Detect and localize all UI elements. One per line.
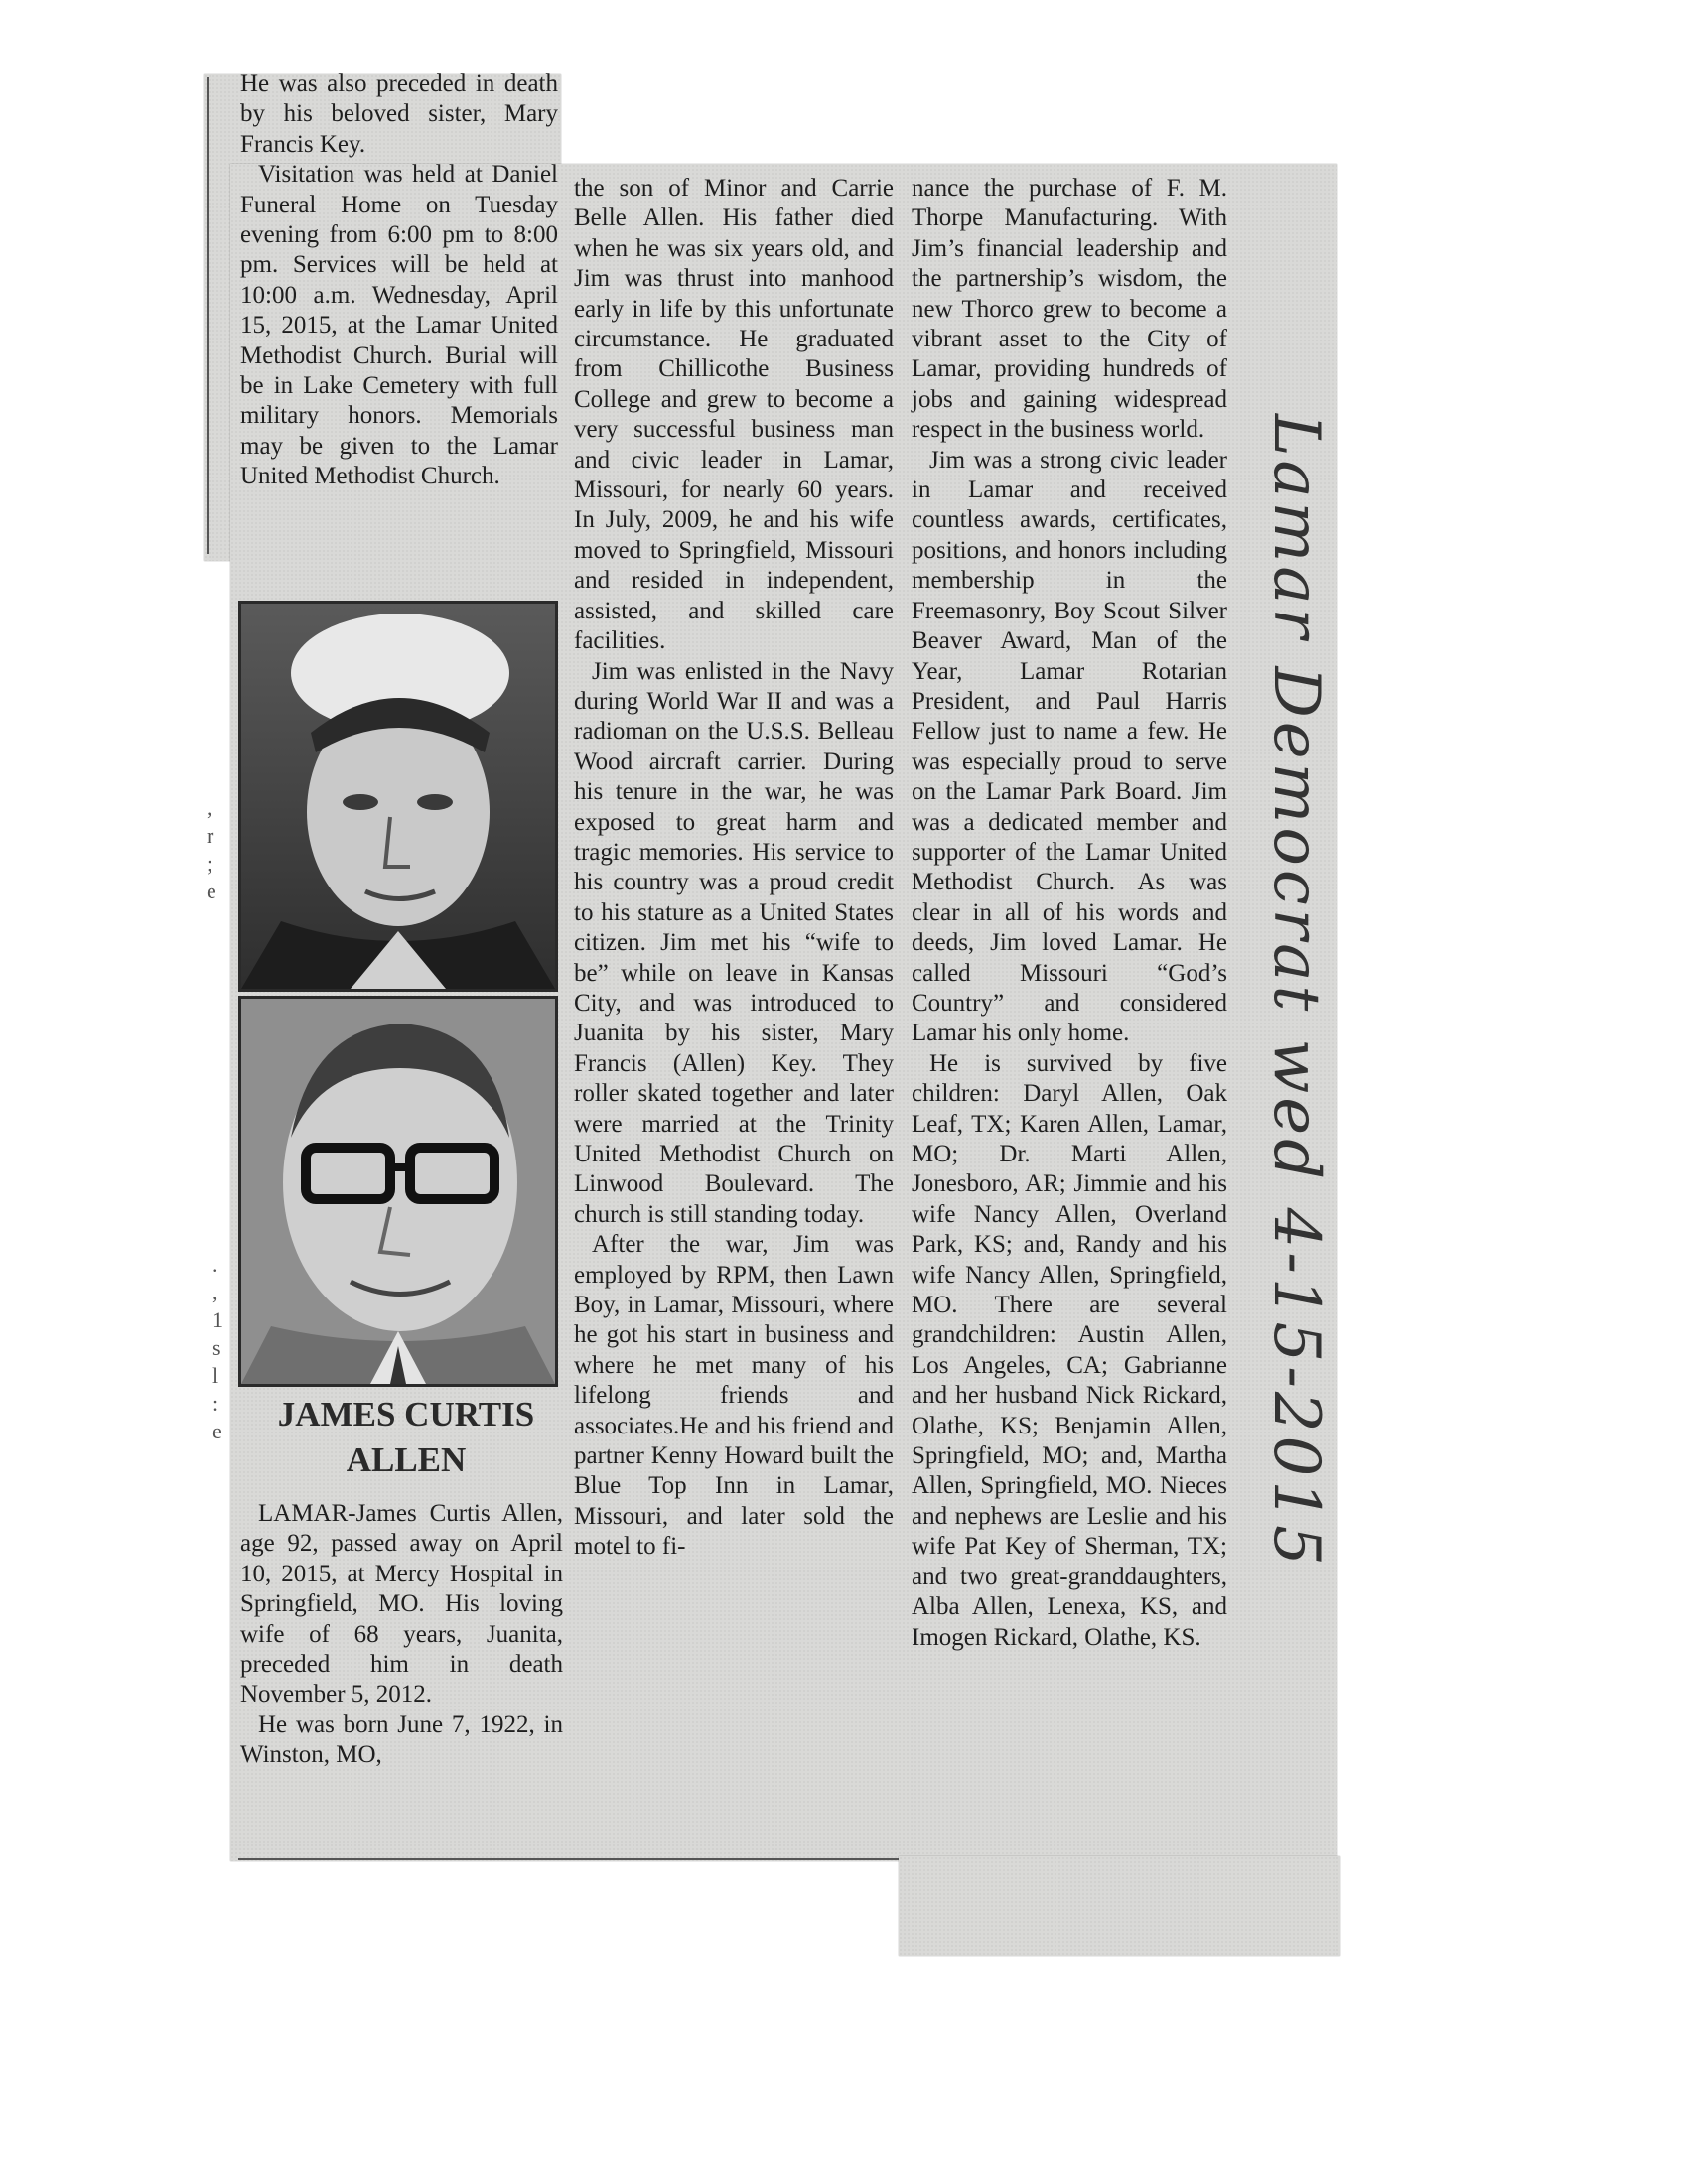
column-2 xyxy=(574,174,894,1563)
handwritten-note-text: Lamar Democrat wed 4-15-2015 xyxy=(1259,414,1333,1570)
left-edge-rule xyxy=(207,77,209,554)
paragraph: the son of Minor and Carrie Belle Allen. His father died when he was six years old, and Jim was thrust into manhood early in life by this unfortunate circumstance. He graduated from Chillicothe Business College and grew to become a very successful business man and civic leader in Lamar, Missouri, for nearly 60 years. In July, 2009, he and his wife moved to Springfield, Missouri and resided in independent, assisted, and skilled care facilities. xyxy=(574,175,894,655)
obituary-headline xyxy=(238,1392,574,1483)
paragraph: He was also preceded in death by his beloved sister, Mary Francis Key. xyxy=(240,70,558,158)
torn-edge-fragments: , r ; e xyxy=(207,795,216,903)
portrait-photo-older xyxy=(238,996,558,1387)
paragraph: Jim was enlisted in the Navy during World War II and was a radioman on the U.S.S. Belleau Wood aircraft carrier. During his tenure in the war, he was exposed to great harm and tragic memories. His service to his country was a proud credit to his stature as a United States citizen. Jim met his “wife to be” while on leave in Kansas City, and was introduced to Juanita by his sister, Mary Francis (Allen) Key. They roller skated together and later were married at the Trinity United Methodist Church on Linwood Boulevard. The church is still standing today. xyxy=(574,657,894,1228)
column-3 xyxy=(912,174,1227,1653)
handwritten-annotation xyxy=(1226,407,1365,1570)
paragraph: After the war, Jim was employed by RPM, then Lawn Boy, in Lamar, Missouri, where he got his start in business and where he met many of his lifelong friends and associates.He and his friend and partner Kenny Howard built the Blue Top Inn in Lamar, Missouri, and later sold the motel to fi- xyxy=(574,1231,894,1561)
older-man-portrait-icon xyxy=(241,999,555,1384)
paragraph: Visitation was held at Daniel Funeral Home on Tuesday evening from 6:00 pm to 8:00 pm. Services will be held at 10:00 a.m. Wednesday, April 15, 2015, at the Lamar United Methodist Church. Burial will be in Lake Cemetery with full military honors. Memorials may be given to the Lamar United Methodist Church. xyxy=(240,161,558,490)
headline-line-2: ALLEN xyxy=(346,1440,467,1479)
young-man-portrait-icon xyxy=(241,604,555,989)
column-1-bottom xyxy=(240,1499,563,1771)
portrait-photo-young xyxy=(238,601,558,992)
paragraph: nance the purchase of F. M. Thorpe Manufacturing. With Jim’s financial leadership and the partnership’s wisdom, the new Thorco grew to become a vibrant asset to the City of Lamar, providing hundreds of jobs and gaining widespread respect in the business world. xyxy=(912,175,1227,444)
headline-line-1: JAMES CURTIS xyxy=(277,1395,535,1433)
paragraph: Jim was a strong civic leader in Lamar and received countless awards, certificates, positions, and honors including membership in the Freemasonry, Boy Scout Silver Beaver Award, Man of the Year, Lamar Rotarian President, and Paul Harris Fellow just to name a few. He was especially proud to serve on the Lamar Park Board. Jim was a dedicated member and supporter of the Lamar United Methodist Church. As was clear in all of his words and deeds, Jim loved Lamar. He called Missouri “God’s Country” and considered Lamar his only home. xyxy=(912,446,1227,1047)
paragraph: He was born June 7, 1922, in Winston, MO, xyxy=(240,1710,563,1769)
bottom-rule xyxy=(238,1858,899,1860)
paragraph: He is survived by five children: Daryl Allen, Oak Leaf, TX; Karen Allen, Lamar, MO; Dr. Marti Allen, Jonesboro, AR; Jimmie and his wife Nancy Allen, Overland Park, KS; and, Randy and his wife Nancy Allen, Springfield, MO. There are several grandchildren: Austin Allen, Los Angeles, CA; Gabrianne and her husband Nick Rickard, Olathe, KS; Benjamin Allen, Springfield, MO; and, Martha Allen, Springfield, MO. Nieces and nephews are Leslie and his wife Pat Key of Sherman, TX; and two great-granddaughters, Alba Allen, Lenexa, KS, and Imogen Rickard, Olathe, KS. xyxy=(912,1049,1227,1651)
paragraph: LAMAR-James Curtis Allen, age 92, passed away on April 10, 2015, at Mercy Hospital in Springfield, MO. His loving wife of 68 years, Juanita, preceded him in death November 5, 2012. xyxy=(240,1500,563,1708)
clipping-bottom-right xyxy=(899,1856,1340,1956)
torn-edge-fragments: . , 1 s l : e xyxy=(212,1252,223,1443)
column-1-top xyxy=(240,69,558,492)
